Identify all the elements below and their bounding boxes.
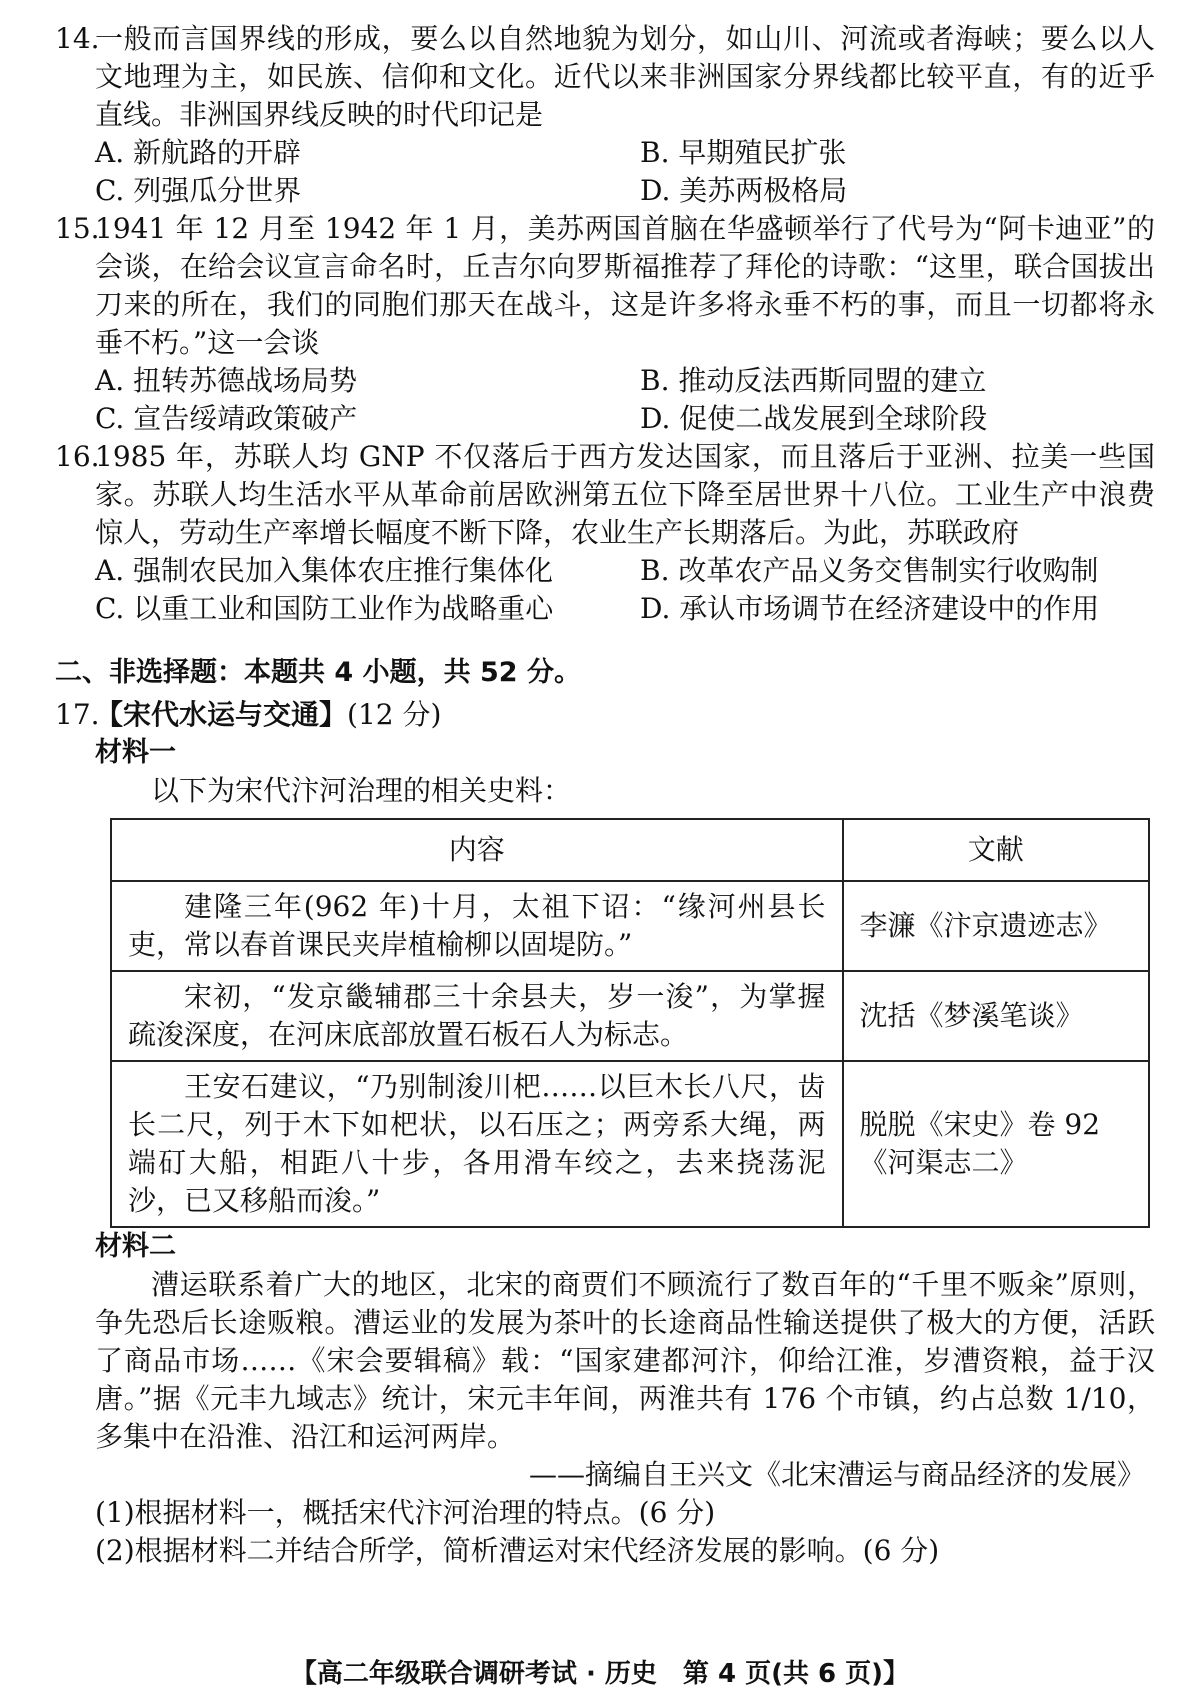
question-number: 17. (55, 698, 100, 731)
material-2-label: 材料二 (95, 1231, 176, 1262)
option-a[interactable]: A. 扭转苏德战场局势 (95, 364, 358, 397)
question-points: (12 分) (347, 698, 442, 731)
option-d[interactable]: D. 承认市场调节在经济建设中的作用 (640, 592, 1100, 625)
question-number: 15. (55, 212, 100, 245)
option-a[interactable]: A. 新航路的开辟 (95, 136, 302, 169)
question-16 (55, 438, 1155, 552)
table-header-row (111, 819, 1149, 881)
option-a[interactable]: A. 强制农民加入集体农庄推行集体化 (95, 554, 554, 587)
question-stem: 1985 年，苏联人均 GNP 不仅落后于西方发达国家，而且落后于亚洲、拉美一些国家。苏联人均生活水平从革命前居欧洲第五位下降至居世界十八位。工业生产中浪费惊人，劳动生产率增长幅度不断下降，农业生产长期落后。为此，苏联政府 (95, 440, 1155, 549)
section-heading: 二、非选择题：本题共 4 小题，共 52 分。 (55, 657, 581, 688)
sub-question-1: (1)根据材料一，概括宋代汴河治理的特点。(6 分) (95, 1496, 716, 1529)
table-row (111, 1061, 1149, 1227)
sub-question-2: (2)根据材料二并结合所学，简析漕运对宋代经济发展的影响。(6 分) (95, 1534, 940, 1567)
question-number: 14. (55, 22, 100, 55)
source-table (110, 818, 1150, 1228)
options-14 (95, 134, 1155, 210)
question-17-header (55, 696, 1155, 734)
exam-page (55, 20, 1155, 1570)
material-2-text: 漕运联系着广大的地区，北宋的商贾们不顾流行了数百年的“千里不贩籴”原则，争先恐后长途贩粮。漕运业的发展为茶叶的长途商品性输送提供了极大的方便，活跃了商品市场……《宋会要辑稿》载：“国家建都河汴，仰给江淮，岁漕资粮，益于汉唐。”据《元丰九域志》统计，宋元丰年间，两淮共有 176 个市镇，约占总数 1/10，多集中在沿淮、沿江和运河两岸。 (95, 1268, 1155, 1453)
material-1-label: 材料一 (95, 737, 176, 768)
material-2-source: ——摘编自王兴文《北宋漕运与商品经济的发展》 (528, 1458, 1145, 1491)
page-footer: 【高二年级联合调研考试 · 历史 第 4 页(共 6 页)】 (290, 1659, 910, 1689)
table-cell-content: 建隆三年(962 年)十月，太祖下诏：“缘河州县长吏，常以春首课民夹岸植榆柳以固堤防。” (111, 881, 843, 971)
options-15 (95, 362, 1155, 438)
question-stem: 一般而言国界线的形成，要么以自然地貌为划分，如山川、河流或者海峡；要么以人文地理为主，如民族、信仰和文化。近代以来非洲国家分界线都比较平直，有的近乎直线。非洲国界线反映的时代印记是 (95, 22, 1155, 131)
option-c[interactable]: C. 以重工业和国防工业作为战略重心 (95, 592, 554, 625)
option-b[interactable]: B. 推动反法西斯同盟的建立 (640, 364, 987, 397)
option-c[interactable]: C. 宣告绥靖政策破产 (95, 402, 358, 435)
column-header-content: 内容 (111, 819, 843, 881)
table-cell-content: 王安石建议，“乃别制浚川杷……以巨木长八尺，齿长二尺，列于木下如杷状，以石压之；两旁系大绳，两端矴大船，相距八十步，各用滑车绞之，去来挠荡泥沙，已又移船而浚。” (111, 1061, 843, 1227)
table-cell-source: 沈括《梦溪笔谈》 (843, 971, 1149, 1061)
column-header-source: 文献 (843, 819, 1149, 881)
material-1-intro: 以下为宋代汴河治理的相关史料： (151, 774, 572, 807)
question-stem: 1941 年 12 月至 1942 年 1 月，美苏两国首脑在华盛顿举行了代号为“阿卡迪亚”的会谈，在给会议宣言命名时，丘吉尔向罗斯福推荐了拜伦的诗歌：“这里，联合国拔出刀来的所在，我们的同胞们那天在战斗，这是许多将永垂不朽的事，而且一切都将永垂不朽。”这一会谈 (95, 212, 1155, 359)
question-14 (55, 20, 1155, 134)
option-d[interactable]: D. 美苏两极格局 (640, 174, 848, 207)
table-cell-source: 脱脱《宋史》卷 92《河渠志二》 (843, 1061, 1149, 1227)
table-row (111, 881, 1149, 971)
options-16 (95, 552, 1155, 628)
question-number: 16. (55, 440, 100, 473)
table-row (111, 971, 1149, 1061)
question-15 (55, 210, 1155, 362)
table-cell-source: 李濂《汴京遗迹志》 (843, 881, 1149, 971)
option-b[interactable]: B. 改革农产品义务交售制实行收购制 (640, 554, 1099, 587)
option-b[interactable]: B. 早期殖民扩张 (640, 136, 847, 169)
question-title: 【宋代水运与交通】 (95, 698, 348, 731)
option-c[interactable]: C. 列强瓜分世界 (95, 174, 302, 207)
table-cell-content: 宋初，“发京畿辅郡三十余县夫，岁一浚”，为掌握疏浚深度，在河床底部放置石板石人为标志。 (111, 971, 843, 1061)
option-d[interactable]: D. 促使二战发展到全球阶段 (640, 402, 988, 435)
